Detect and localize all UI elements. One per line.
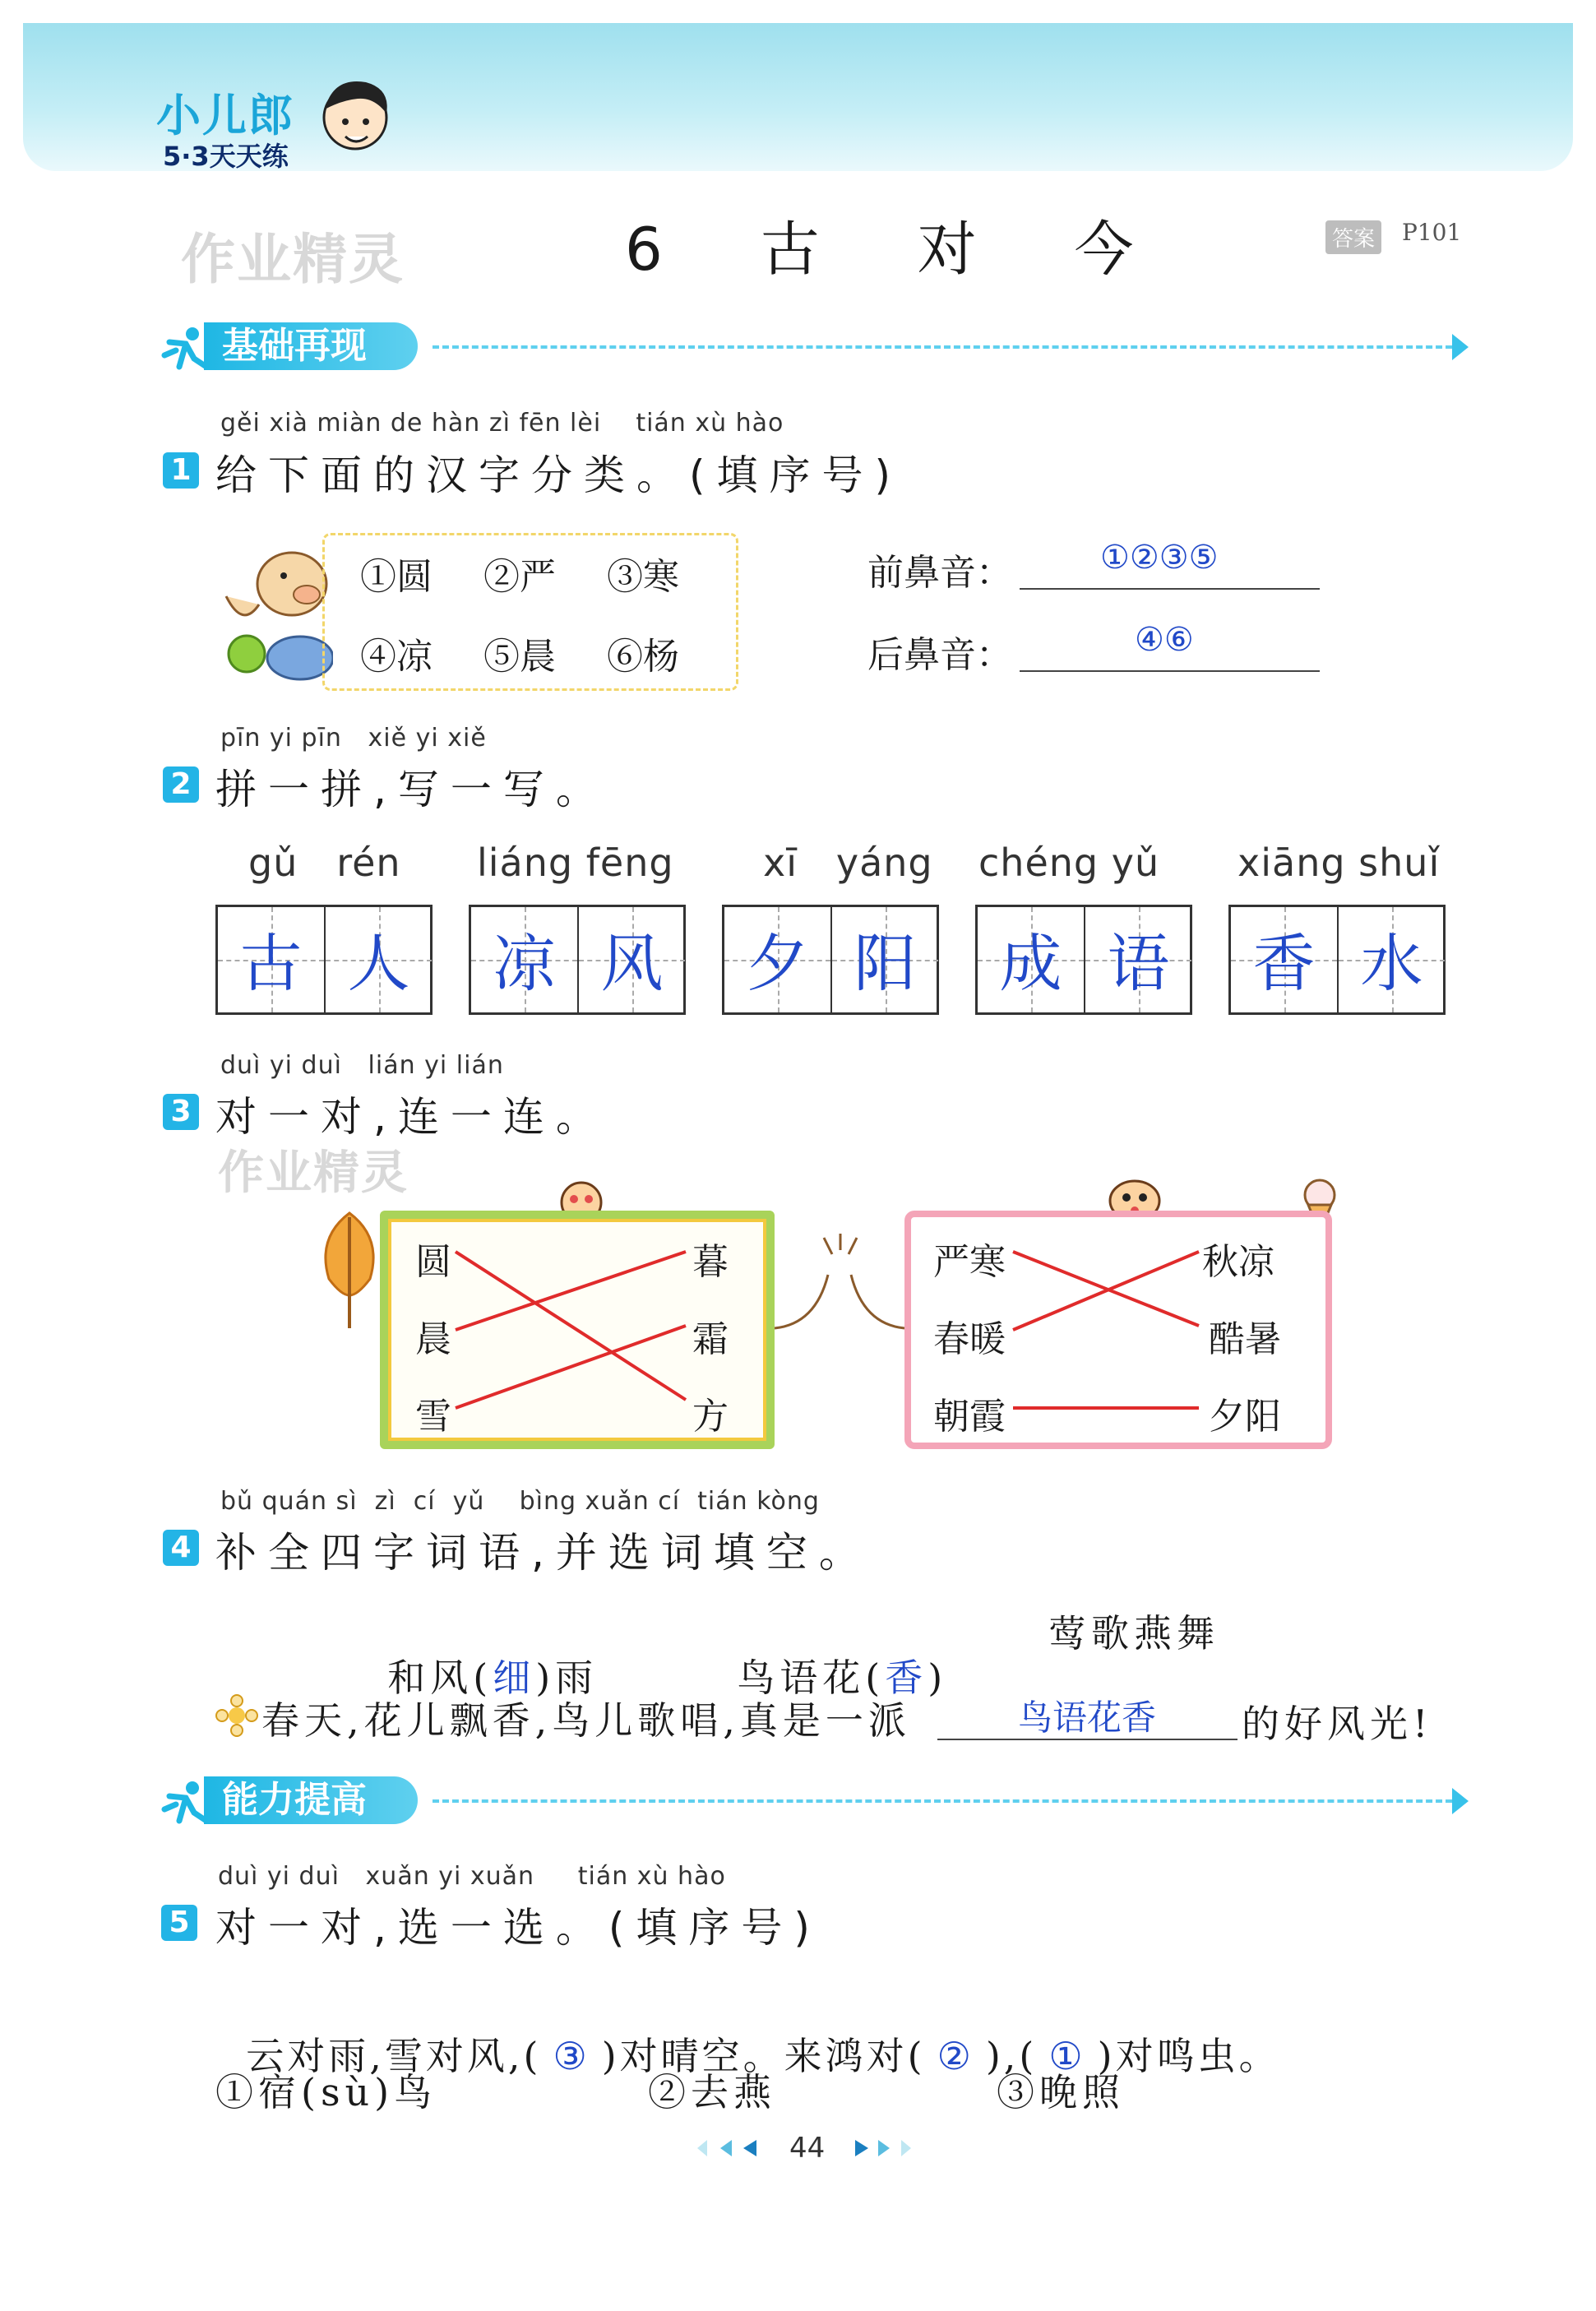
q3-r-right-1[interactable]: 秋凉 [1202, 1241, 1274, 1283]
q1-option-5: ⑤晨 [483, 636, 556, 678]
q2-word3-grid[interactable] [722, 905, 939, 1015]
q1-option-1: ①圆 [360, 556, 433, 598]
q4-pinyin: bǔ quán sì zì cí yǔ bìng xuǎn cí tián kòng [220, 1487, 820, 1516]
q1-option-2: ②严 [483, 556, 556, 598]
runner-icon [161, 326, 210, 370]
q3-l-left-3[interactable]: 雪 [415, 1396, 451, 1438]
q1-option-6: ⑥杨 [607, 636, 679, 678]
q3-l-right-1[interactable]: 暮 [692, 1241, 729, 1283]
q5-pinyin: duì yi duì xuǎn yi xuǎn tián xù hào [218, 1862, 726, 1891]
q1-number: 1 [163, 452, 199, 489]
q1-front-label: 前鼻音： [867, 552, 1012, 594]
q2-word1-pinyin: gǔ rén [248, 841, 401, 885]
q3-left-lines [380, 1211, 775, 1449]
q1-front-blank[interactable] [1020, 588, 1320, 590]
runner-icon [161, 1780, 210, 1824]
q1-option-3: ③寒 [607, 556, 679, 598]
page-title: 6 古 对 今 [625, 215, 1173, 284]
q3-l-left-1[interactable]: 圆 [415, 1241, 451, 1283]
q3-number: 3 [163, 1094, 199, 1130]
q2-word4-pinyin: chéng yǔ [978, 841, 1160, 885]
next-arrow-mid-icon [878, 2140, 890, 2156]
section-basic-banner [161, 322, 1469, 372]
section-advanced-banner [161, 1776, 1469, 1826]
q5-choice-2: ②去燕 [648, 2070, 776, 2114]
q3-pinyin: duì yi duì lián yi lián [220, 1051, 504, 1080]
q2-word2-char2: 风 [600, 927, 664, 1000]
q1-back-answer: ④⑥ [1135, 621, 1194, 659]
line-chen-mu [456, 1252, 686, 1330]
q3-r-left-1[interactable]: 严寒 [933, 1241, 1006, 1283]
q4-word3: 莺歌燕舞 [1048, 1611, 1219, 1656]
q2-word2-char1: 凉 [493, 927, 556, 1000]
line-yuan-fang [456, 1252, 686, 1400]
answer-page: P101 [1402, 219, 1462, 246]
q1-text: 给下面的汉字分类。(填序号) [215, 452, 903, 499]
flower-icon [215, 1694, 258, 1737]
line-xue-shuang [456, 1326, 686, 1408]
section-advanced-title: 能力提高 [204, 1776, 418, 1824]
q1-pinyin: gěi xià miàn de hàn zì fēn lèi tián xù hào [220, 409, 784, 438]
q4-sentence-post: 的好风光! [1242, 1702, 1433, 1746]
q5-text: 对一对,选一选。(填序号) [215, 1904, 821, 1952]
pig-mascot-icon [210, 539, 333, 687]
q1-back-label: 后鼻音： [867, 634, 1012, 676]
next-arrow-icon [855, 2140, 868, 2156]
leaf-icon [312, 1205, 386, 1336]
q4-word2-post: ) [928, 1656, 948, 1700]
q5-line-a: 云对雨,雪对风,( [246, 2034, 542, 2078]
prev-arrow-icon [743, 2140, 756, 2156]
q1-back-blank[interactable] [1020, 670, 1320, 672]
q5-line-c: ),( [985, 2034, 1038, 2078]
q4-sentence-answer: 鸟语花香 [1018, 1697, 1157, 1738]
q3-l-right-2[interactable]: 霜 [692, 1318, 729, 1360]
q3-right-lines [904, 1211, 1332, 1449]
q3-r-right-3[interactable]: 夕阳 [1209, 1396, 1281, 1438]
q2-word5-char2: 水 [1360, 927, 1423, 1000]
q5-line-b: )对晴空。来鸿对( [601, 2034, 926, 2078]
q2-word2-pinyin: liáng fēng [477, 841, 674, 885]
q3-r-left-3[interactable]: 朝霞 [933, 1396, 1006, 1438]
q2-word3-char1: 夕 [746, 927, 809, 1000]
q5-answer-a[interactable]: ③ [553, 2034, 590, 2078]
q4-word1-answer[interactable]: 细 [493, 1656, 536, 1700]
q2-word1-grid[interactable] [215, 905, 433, 1015]
q2-text: 拼一拼,写一写。 [215, 766, 608, 813]
q5-number: 5 [161, 1905, 197, 1941]
q2-word3-char2: 阳 [854, 927, 917, 1000]
q4-word1-post: )雨 [535, 1656, 599, 1700]
q2-word5-char1: 香 [1252, 927, 1316, 1000]
logo: 小儿郎 [156, 90, 294, 141]
q4-word2-pre: 鸟语花( [737, 1656, 886, 1700]
q5-choice-1: ①宿(sù)鸟 [215, 2070, 437, 2114]
q2-word1-char2: 人 [347, 927, 410, 1000]
watermark-2: 作业精灵 [218, 1146, 409, 1200]
q3-l-right-3[interactable]: 方 [692, 1396, 729, 1438]
q3-l-left-2[interactable]: 晨 [415, 1318, 451, 1360]
prev-arrow-mid-icon [720, 2140, 732, 2156]
q1-option-4: ④凉 [360, 636, 433, 678]
q2-word3-pinyin: xī yáng [763, 841, 933, 885]
q2-number: 2 [163, 766, 199, 803]
q4-word1-pre: 和风( [387, 1656, 493, 1700]
q2-pinyin: pīn yi pīn xiě yi xiě [220, 724, 487, 753]
q3-r-right-2[interactable]: 酷暑 [1209, 1318, 1281, 1360]
logo-subtitle: 5·3天天练 [163, 141, 289, 172]
prev-arrow-light-icon [697, 2140, 707, 2156]
section-basic-title: 基础再现 [204, 322, 418, 370]
q2-word4-char1: 成 [999, 927, 1062, 1000]
q3-text: 对一对,连一连。 [215, 1093, 608, 1141]
q4-sentence-pre: 春天,花儿飘香,鸟儿歌唱,真是一派 [261, 1698, 911, 1743]
q4-text: 补全四字词语,并选词填空。 [215, 1529, 872, 1577]
q2-word1-char1: 古 [239, 927, 303, 1000]
q5-answer-c[interactable]: ① [1048, 2034, 1086, 2078]
q2-word5-grid[interactable] [1228, 905, 1446, 1015]
q2-word5-pinyin: xiāng shuǐ [1237, 841, 1441, 885]
q4-number: 4 [163, 1530, 199, 1566]
q2-word4-char2: 语 [1107, 927, 1170, 1000]
connecting-arms [775, 1225, 904, 1341]
q4-word2-answer[interactable]: 香 [885, 1656, 928, 1700]
next-arrow-light-icon [901, 2140, 911, 2156]
q5-choice-3: ③晚照 [997, 2070, 1125, 2114]
q3-r-left-2[interactable]: 春暖 [933, 1318, 1006, 1360]
q2-word4-grid[interactable] [975, 905, 1192, 1015]
page-number: 44 [789, 2132, 826, 2165]
answer-badge: 答案 [1325, 220, 1381, 254]
watermark: 作业精灵 [181, 228, 405, 291]
q5-answer-b[interactable]: ② [937, 2034, 974, 2078]
q2-word2-grid[interactable] [469, 905, 686, 1015]
q5-line-d: )对鸣虫。 [1097, 2034, 1280, 2078]
q1-front-answer: ①②③⑤ [1100, 539, 1219, 577]
boy-mascot-icon [317, 72, 395, 161]
